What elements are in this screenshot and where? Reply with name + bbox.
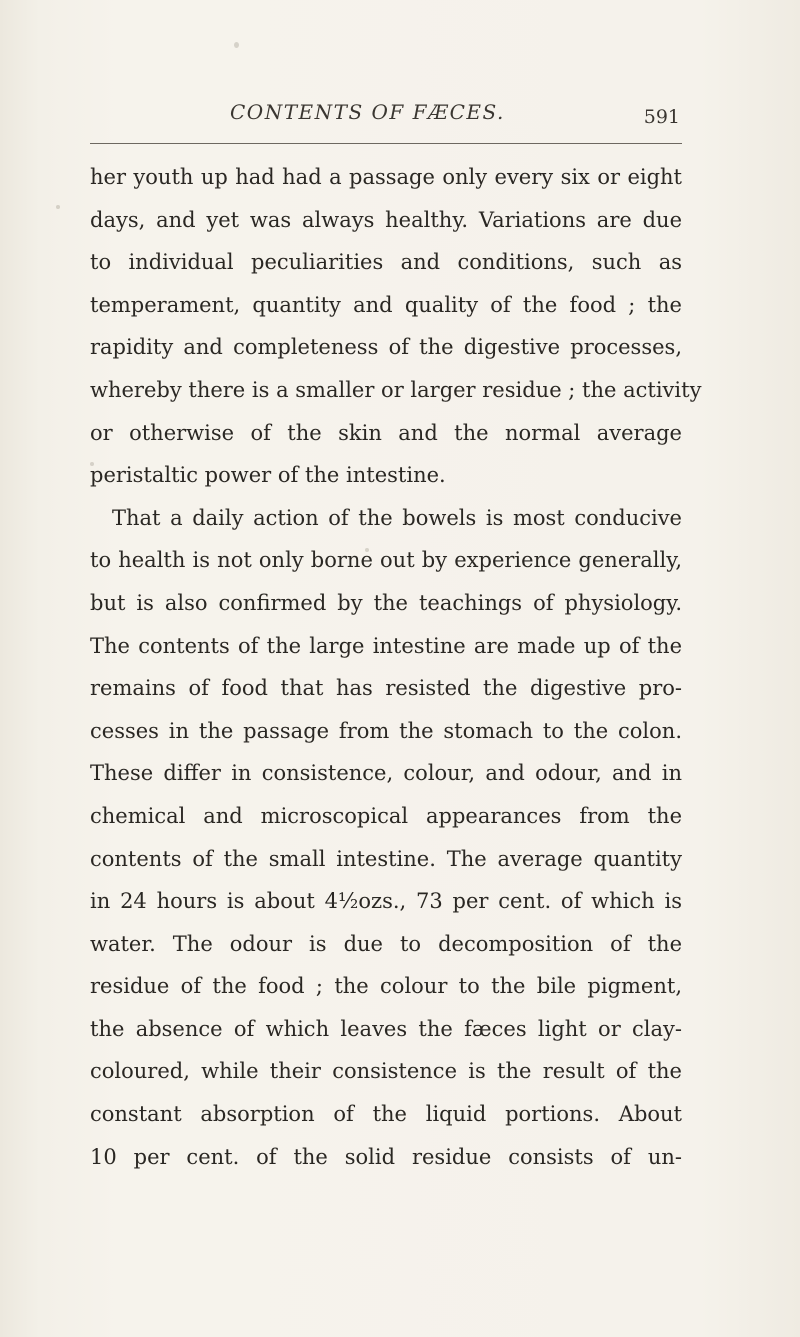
- text-line: peristaltic power of the intestine.: [90, 463, 446, 488]
- text-line: but is also confirmed by the teachings of physiology.: [90, 590, 682, 615]
- ink-speck: [56, 205, 60, 209]
- running-title: CONTENTS OF FÆCES.: [230, 100, 505, 124]
- body-text: [90, 156, 702, 1178]
- text-line: whereby there is a smaller or larger residue ; the activity: [90, 377, 702, 402]
- text-line: constant absorption of the liquid portions. About: [90, 1102, 682, 1127]
- text-line: days, and yet was always healthy. Variations are due: [90, 207, 682, 232]
- text-line: her youth up had had a passage only every six or eight: [90, 165, 682, 189]
- text-line: cesses in the passage from the stomach to the colon.: [90, 718, 682, 743]
- text-line: The contents of the large intestine are made up of the: [90, 633, 682, 658]
- text-line: water. The odour is due to decomposition of the: [90, 931, 682, 956]
- text-line: rapidity and completeness of the digestive processes,: [90, 335, 682, 360]
- text-line: remains of food that has resisted the digestive pro-: [90, 676, 682, 701]
- text-line: contents of the small intestine. The average quantity: [90, 846, 682, 871]
- text-line: That a daily action of the bowels is most conducive: [112, 505, 682, 530]
- header-rule: [90, 143, 682, 144]
- page-number: 591: [643, 106, 680, 128]
- text-line: 10 per cent. of the solid residue consists of un-: [90, 1144, 682, 1169]
- text-line: in 24 hours is about 4½ozs., 73 per cent. of which is: [90, 889, 682, 914]
- text-line: to individual peculiarities and conditions, such as: [90, 250, 682, 275]
- running-head: [90, 100, 682, 130]
- text-line: coloured, while their consistence is the result of the: [90, 1059, 682, 1084]
- text-line: These differ in consistence, colour, and odour, and in: [90, 761, 682, 786]
- ink-speck: [234, 42, 239, 48]
- text-line: temperament, quantity and quality of the food ; the: [90, 292, 682, 317]
- text-line: the absence of which leaves the fæces light or clay-: [90, 1016, 682, 1041]
- text-line: residue of the food ; the colour to the bile pigment,: [90, 974, 682, 999]
- text-line: or otherwise of the skin and the normal average: [90, 420, 682, 445]
- text-line: to health is not only borne out by experience generally,: [90, 548, 682, 573]
- text-line: chemical and microscopical appearances from the: [90, 803, 682, 828]
